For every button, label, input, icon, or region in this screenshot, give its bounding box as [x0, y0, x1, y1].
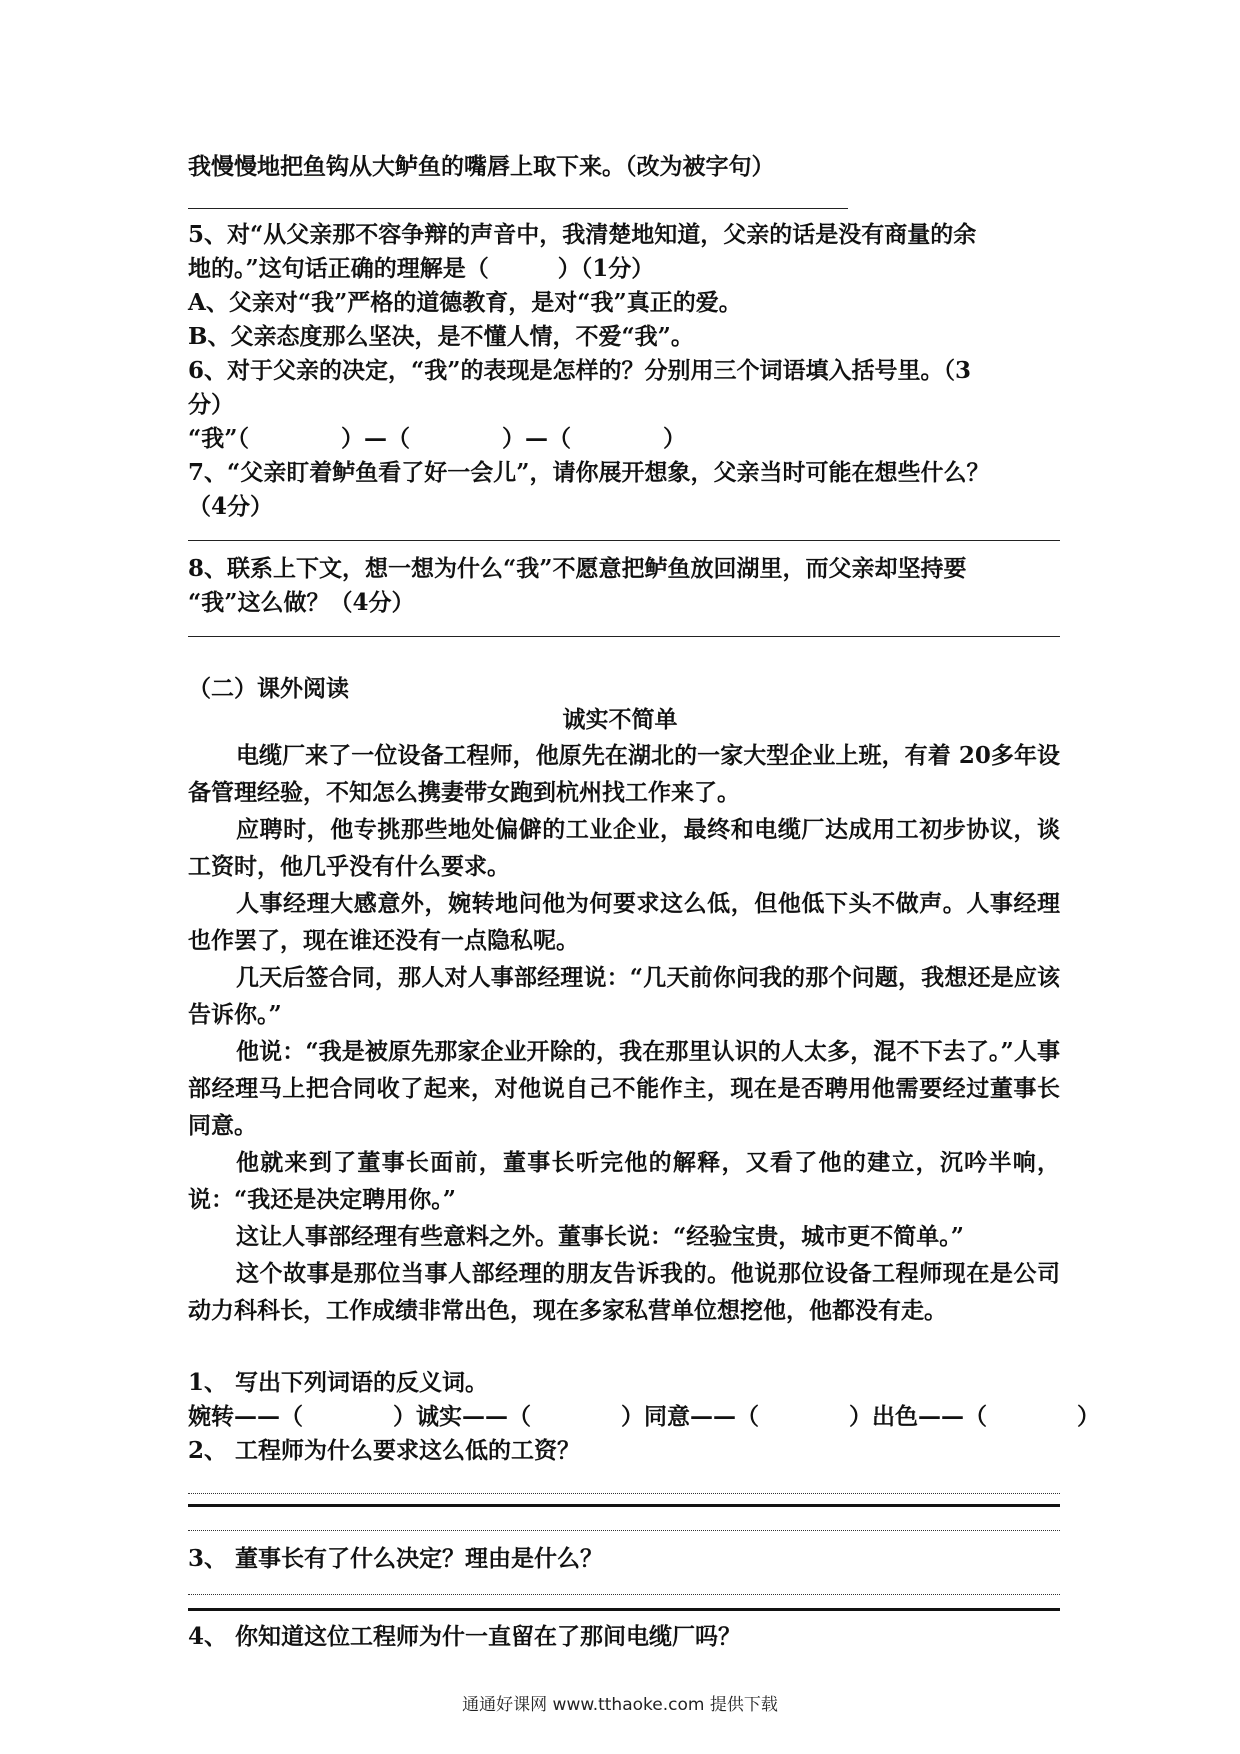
- story-paragraph: 电缆厂来了一位设备工程师，他原先在湖北的一家大型企业上班，有着 20多年设备管理经验，不知怎么携妻带女跑到杭州找工作来了。: [188, 742, 1060, 806]
- answer-line: [188, 540, 1060, 541]
- reading-q4: 4、 你知道这位工程师为什一直留在了那间电缆厂吗？: [188, 1623, 742, 1650]
- antonym-word: 婉转——（: [188, 1403, 303, 1430]
- reading-q1: 1、 写出下列词语的反义词。: [188, 1369, 489, 1396]
- footer-credit: 通通好课网 www.tthaoke.com 提供下载: [462, 1695, 778, 1715]
- story-title: 诚实不简单: [562, 706, 678, 733]
- q5-line2: 地的。”这句话正确的理解是（ ）（1分）: [188, 255, 655, 282]
- antonym-word: ）诚实——（: [393, 1403, 531, 1430]
- reading-q3: 3、 董事长有了什么决定？理由是什么？: [188, 1545, 604, 1572]
- q4-tail-text: 我慢慢地把鱼钩从大鲈鱼的嘴唇上取下来。（改为被字句）: [188, 153, 775, 180]
- story-paragraph: 几天后签合同，那人对人事部经理说：“几天前你问我的那个问题，我想还是应该告诉你。”: [188, 964, 1060, 1028]
- q6-line1: 6、对于父亲的决定，“我”的表现是怎样的？分别用三个词语填入括号里。（3: [188, 357, 971, 384]
- q5-line1: 5、对“从父亲那不容争辩的声音中，我清楚地知道，父亲的话是没有商量的余: [188, 221, 977, 248]
- answer-line: [188, 1594, 1060, 1595]
- antonym-word: ）: [1077, 1403, 1100, 1430]
- answer-line: [188, 1530, 1060, 1531]
- answer-line: [188, 1504, 1060, 1507]
- answer-line: [188, 208, 848, 209]
- q7-line1: 7、“父亲盯着鲈鱼看了好一会儿”，请你展开想象，父亲当时可能在想些什么？: [188, 459, 990, 486]
- q8-line2: “我”这么做？（4分）: [188, 589, 415, 616]
- q5-option-a: A、父亲对“我”严格的道德教育，是对“我”真正的爱。: [188, 289, 742, 316]
- q6-line2: 分）: [188, 391, 234, 418]
- antonym-word: ）出色——（: [849, 1403, 987, 1430]
- story-paragraph: 这个故事是那位当事人部经理的朋友告诉我的。他说那位设备工程师现在是公司动力科科长，工作成绩非常出色，现在多家私营单位想挖他，他都没有走。: [188, 1260, 1060, 1324]
- story-paragraph: 他就来到了董事长面前，董事长听完他的解释，又看了他的建立，沉吟半响，说：“我还是决定聘用你。”: [188, 1149, 1060, 1213]
- antonym-row: [188, 1400, 1100, 1434]
- antonym-word: ）同意——（: [621, 1403, 759, 1430]
- story-paragraph: 这让人事部经理有些意料之外。董事长说：“经验宝贵，城市更不简单。”: [236, 1223, 964, 1250]
- reading-q2: 2、 工程师为什么要求这么低的工资？: [188, 1437, 581, 1464]
- answer-line: [188, 1493, 1060, 1494]
- q7-line2: （4分）: [188, 493, 274, 520]
- story-paragraph: 应聘时，他专挑那些地处偏僻的工业企业，最终和电缆厂达成用工初步协议，谈工资时，他几乎没有什么要求。: [188, 816, 1060, 880]
- story-paragraph: 他说：“我是被原先那家企业开除的，我在那里认识的人太多，混不下去了。”人事部经理马上把合同收了起来，对他说自己不能作主，现在是否聘用他需要经过董事长同意。: [188, 1038, 1060, 1139]
- q6-fill-in: “我”（ ）—（ ）—（ ）: [188, 425, 686, 452]
- q5-option-b: B、父亲态度那么坚决，是不懂人情，不爱“我”。: [188, 323, 694, 350]
- story-paragraph: 人事经理大感意外，婉转地问他为何要求这么低，但他低下头不做声。人事经理也作罢了，现在谁还没有一点隐私呢。: [188, 890, 1060, 954]
- q8-line1: 8、联系上下文，想一想为什么“我”不愿意把鲈鱼放回湖里，而父亲却坚持要: [188, 555, 967, 582]
- answer-line: [188, 1608, 1060, 1611]
- section-heading: （二）课外阅读: [188, 675, 349, 702]
- answer-line: [188, 636, 1060, 637]
